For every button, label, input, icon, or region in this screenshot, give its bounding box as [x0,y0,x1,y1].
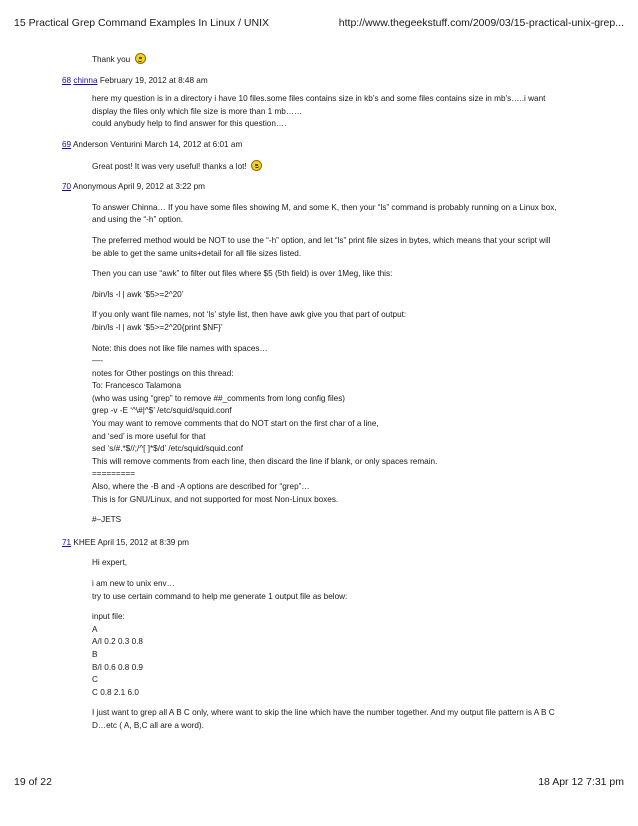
comment-68-line-3: could anybudy help to find answer for this question…. [92,119,287,129]
comments-content [0,53,638,733]
comment-70-line: /bin/ls -l | awk ‘$5>=2^20’ [92,289,184,299]
comment-67-text: Thank you [92,55,131,64]
comment-70-line: sed ‘s/#.*$//;/^[ ]*$/d’ /etc/squid/squid.conf [92,444,243,454]
comment-70-signature: #–JETS [92,515,122,525]
page-footer-page-number: 19 of 22 [14,776,52,788]
comment-70-line: —- [92,356,103,366]
comment-71-line: I just want to grep all A B C only, where want to skip the line which have the number together. And my output file pattern is A B C [92,708,555,718]
comment-71-author: KHEE [73,537,96,547]
comment-70-line: ========= [92,469,136,479]
comment-68-author-link[interactable]: chinna [73,75,98,85]
comment-69-author: Anderson Venturini [72,139,143,149]
comment-70-line: and using the “-h” option. [92,215,184,225]
comment-68-line-2: display the files only which file size is more than 1 mb…… [92,106,303,116]
comment-71-line: A [92,624,98,634]
comment-71-line: try to use certain command to help me generate 1 output file as below: [92,591,348,601]
comment-70-line: Also, where the -B and -A options are described for “grep”… [92,482,310,492]
comment-71-line: C [92,675,98,685]
page-footer-datetime: 18 Apr 12 7:31 pm [538,776,624,788]
comment-71-line: i am new to unix env… [92,579,175,588]
comment-70-line: To: Francesco Talamona [92,381,182,391]
comment-70-number-link[interactable]: 70 [62,182,72,192]
comment-71-date: April 15, 2012 at 8:39 pm [97,537,190,547]
comment-68-meta [0,75,638,88]
comment-71-line: A/I 0.2 0.3 0.8 [92,637,143,647]
comment-71-line: B/I 0.6 0.8 0.9 [92,662,143,672]
comment-71-meta [0,537,638,550]
comment-69-meta [0,139,638,152]
comment-70-line: be able to get the same units+detail for all file sizes listed. [92,248,302,258]
comment-70-line: Note: this does not like file names with spaces… [92,343,268,353]
smiley-emoticon-icon [251,160,262,171]
comment-70-line: and ‘sed’ is more useful for that [92,431,206,441]
comment-71-number-link[interactable]: 71 [62,537,72,547]
comment-71-line: input file: [92,612,125,622]
comment-70-line: This will remove comments from each line, then discard the line if blank, or only spaces remain. [92,456,438,466]
page-header-url: http://www.thegeekstuff.com/2009/03/15-practical-unix-grep... [338,17,624,29]
comment-70-line: notes for Other postings on this thread: [92,368,234,378]
comment-70-line: (who was using “grep” to remove ##_comments from long config files) [92,393,346,403]
comment-71-line: Hi expert, [92,558,128,568]
page-header-title: 15 Practical Grep Command Examples In Linux / UNIX [14,17,270,29]
comment-68-line-1: here my question is in a directory i have 10 files.some files contains size in kb’s and some files contains size in mb’s…..i want [92,94,546,104]
comment-70-meta [0,181,638,194]
comment-71-line: C 0.8 2.1 6.0 [92,687,139,697]
comment-70-line: Then you can use “awk” to filter out files where $5 (5th field) is over 1Meg, like this: [92,269,393,279]
comment-67-body [0,53,638,67]
comment-69-text: Great post! It was very useful! thanks a lot! [92,161,247,171]
comment-68-number-link[interactable]: 68 [62,75,72,85]
comment-69-body [0,160,638,174]
comment-70-line: You may want to remove comments that do NOT start on the first char of a line, [92,419,379,429]
comment-70-date: April 9, 2012 at 3:22 pm [118,182,205,192]
smiley-emoticon-icon [135,53,146,64]
comment-70-line: The preferred method would be NOT to use the “-h” option, and let “ls” print file sizes in bytes, which means that your script will [92,235,551,245]
comment-71-line: D…etc ( A, B,C all are a word). [92,720,204,730]
comment-71-line: B [92,649,98,659]
comment-69-date: March 14, 2012 at 6:01 am [144,139,243,149]
comment-70-line: This is for GNU/Linux, and not supported for most Non-Linux boxes. [92,494,339,504]
comment-68-date: February 19, 2012 at 8:48 am [99,75,208,85]
comment-69-number-link[interactable]: 69 [62,139,72,149]
comment-70-line: To answer Chinna… If you have some files showing M, and some K, then your “ls” command is probably running on a Linux box, [92,202,557,212]
comment-70-line: grep -v -E ‘^\#|^$’ /etc/squid/squid.conf [92,406,232,416]
comment-70-author: Anonymous [72,182,117,192]
comment-70-line: If you only want file names, not ‘ls’ style list, then have awk give you that part of output: [92,310,407,320]
comment-70-line: /bin/ls -l | awk ‘$5>=2^20{print $NF}’ [92,322,223,332]
